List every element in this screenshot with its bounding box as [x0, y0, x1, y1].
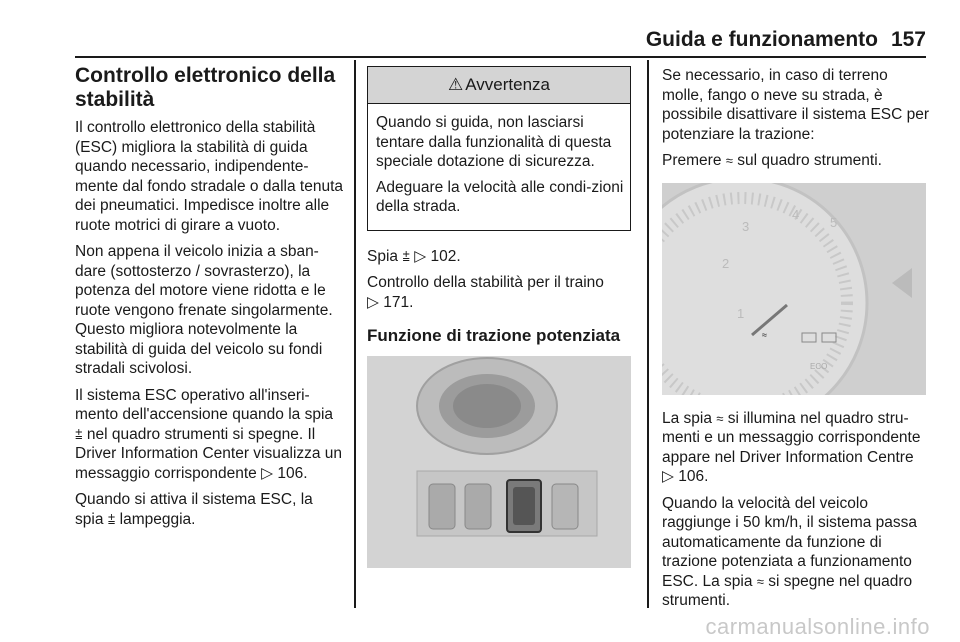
traction-indicator-icon: ≈ [762, 329, 767, 340]
paragraph: Spia ⩲ ▷ 102. [367, 247, 461, 265]
warning-triangle-icon: ⚠ [448, 75, 464, 95]
header-title: Guida e funzionamento [645, 28, 878, 51]
paragraph: Controllo della stabilità per il traino ▷ 171. [367, 274, 604, 311]
warning-box [367, 66, 631, 231]
gauge-number: 4 [792, 206, 800, 222]
paragraph: La spia ≈ si illumina nel quadro stru-menti e un messaggio corrispondente appare nel Driver Information Centre ▷ 106. [662, 409, 921, 485]
traction-mode-icon: ≈ [725, 153, 733, 168]
watermark: carmanualsonline.info [705, 614, 930, 639]
esc-warning-icon: ⩲ [75, 426, 83, 442]
reference-arrow-icon: ▷ [367, 293, 379, 311]
paragraph: Quando la velocità del veicolo raggiunge i 50 km/h, il sistema passa automaticamente da funzione di trazione potenziata a funzionamento ESC. La spia ≈ si spegne nel quadro strumenti. [662, 494, 918, 609]
subheading: Funzione di trazione potenziata [367, 326, 621, 345]
reference-arrow-icon: ▷ [662, 468, 674, 485]
gauge-number: 3 [742, 218, 750, 234]
esc-warning-icon: ⩲ [402, 248, 410, 264]
gauge-number: 5 [830, 214, 838, 230]
paragraph: Il controllo elettronico della stabilità (ESC) migliora la stabilità di guida quando necessario, indipendente-mente dal fondo stradale o dalla tenuta dei pneumatici. Impedisce inoltre alle ruote motrici di girare a vuoto. [75, 119, 343, 234]
paragraph: Se necessario, in caso di terreno molle, fango o neve su strada, è possibile disattivare il sistema ESC per potenziare la trazione: [662, 67, 930, 143]
dashboard-switch-image [367, 356, 631, 568]
right-column [662, 66, 930, 618]
instrument-cluster-illustration [662, 183, 926, 395]
paragraph: Quando si attiva il sistema ESC, la spia ⩲ lampeggia. [75, 491, 313, 528]
traction-mode-icon: ≈ [716, 410, 724, 426]
middle-column [367, 66, 635, 568]
traction-mode-icon: ≈ [756, 573, 764, 589]
page-number: 157 [890, 28, 926, 51]
warning-text: Adeguare la velocità alle condi-zioni della strada. [376, 178, 624, 215]
section-heading: Controllo elettronico della stabilità [75, 64, 336, 111]
instrument-cluster-image [662, 183, 926, 395]
column-divider-2 [647, 60, 649, 608]
warning-body [368, 104, 630, 230]
esc-warning-icon: ⩲ [107, 511, 116, 527]
eco-label: ECO [810, 361, 828, 371]
header-rule [75, 56, 926, 58]
reference-arrow-icon: ▷ [414, 247, 427, 265]
paragraph: Non appena il veicolo inizia a sban-dare (sottosterzo / sovrasterzo), la potenza del motore viene ridotta e le ruote vengono frenate singolarmente. Questo migliora notevolmente la stabilità di guida del veicolo su fondi stradali scivolosi. [75, 243, 333, 377]
gauge-number: 2 [722, 255, 730, 271]
gauge-number: 1 [737, 305, 745, 321]
warning-header: ⚠ Avvertenza [368, 67, 630, 104]
column-divider-1 [354, 60, 356, 608]
paragraph: Premere ≈ sul quadro strumenti. [662, 152, 882, 169]
warning-text: Quando si guida, non lasciarsi tentare dalla funzionalità di questa speciale dotazione di sicurezza. [376, 114, 612, 170]
reference-arrow-icon: ▷ [261, 464, 274, 482]
paragraph: Il sistema ESC operativo all'inseri-mento dell'accensione quando la spia ⩲ nel quadro strumenti si spegne. Il Driver Information Center visualizza un messaggio corrispondente ▷ 106. [75, 386, 343, 482]
dashboard-switch-illustration [367, 356, 631, 568]
left-column [75, 64, 343, 536]
